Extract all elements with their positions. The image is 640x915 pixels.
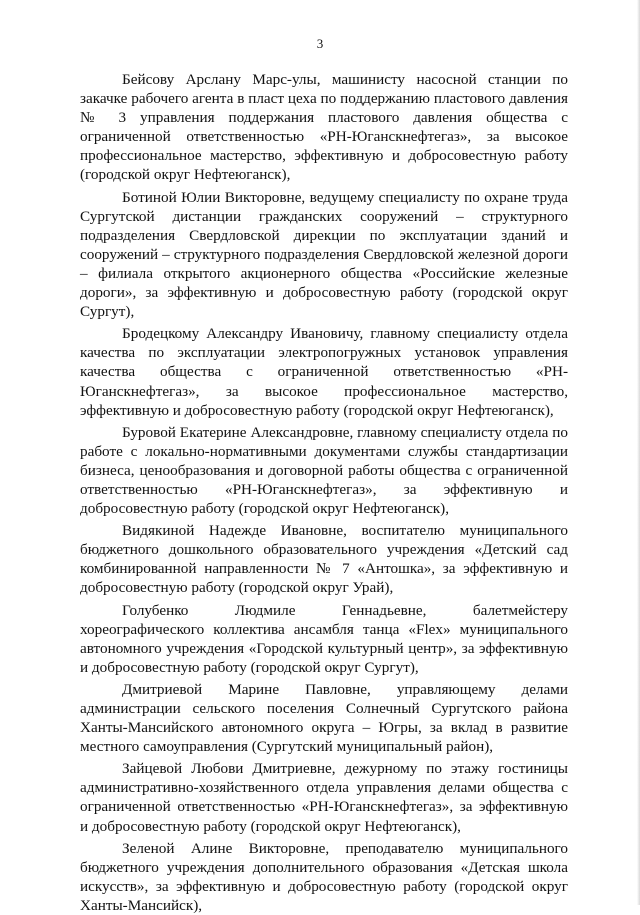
document-body bbox=[80, 70, 568, 915]
award-paragraph: Ботиной Юлии Викторовне, ведущему специалисту по охране труда Сургутской дистанции гражданских сооружений – структурного подразделения Свердловской дирекции по эксплуатации зданий и сооружений – структурного подразделения Свердловской железной дороги – филиала открытого акционерного общества «Российские железные дороги», за эффективную и добросовестную работу (городской округ Сургут), bbox=[80, 188, 568, 321]
award-paragraph: Бейсову Арслану Марс-улы, машинисту насосной станции по закачке рабочего агента в пласт цеха по поддержанию пластового давления № 3 управления поддержания пластового давления общества с ограниченной ответственностью «РН-Юганскнефтегаз», за высокое профессиональное мастерство, эффективную и добросовестную работу (городской округ Нефтеюганск), bbox=[80, 71, 568, 184]
award-paragraph: Голубенко Людмиле Геннадьевне, балетмейстеру хореографического коллектива ансамбля танца «Flex» муниципального автономного учреждения «Городской культурный центр», за эффективную и добросовестную работу (городской округ Сургут), bbox=[80, 601, 568, 676]
award-paragraph: Зеленой Алине Викторовне, преподавателю муниципального бюджетного учреждения дополнительного образования «Детская школа искусств», за эффективную и добросовестную работу (городской округ Ханты-Мансийск), bbox=[80, 839, 568, 914]
award-paragraph: Видякиной Надежде Ивановне, воспитателю муниципального бюджетного дошкольного образовательного учреждения «Детский сад комбинированной направленности № 7 «Антошка», за эффективную и добросовестную работу (городской округ Урай), bbox=[80, 522, 568, 597]
award-paragraph: Зайцевой Любови Дмитриевне, дежурному по этажу гостиницы административно-хозяйственного отдела управления делами общества с ограниченной ответственностью «РН-Юганскнефтегаз», за эффективную и добросовестную работу (городской округ Нефтеюганск), bbox=[80, 760, 568, 835]
award-paragraph: Дмитриевой Марине Павловне, управляющему делами администрации сельского поселения Солнечный Сургутского района Ханты-Мансийского автономного округа – Югры, за вклад в развитие местного самоуправления (Сургутский муниципальный район), bbox=[80, 680, 568, 756]
page-number: 3 bbox=[316, 36, 324, 51]
award-paragraph: Буровой Екатерине Александровне, главному специалисту отдела по работе с локально-нормативными документами службы стандартизации бизнеса, ценообразования и договорной работы общества с ограниченной ответственностью «РН-Юганскнефтегаз», за эффективную и добросовестную работу (городской округ Нефтеюганск), bbox=[80, 423, 568, 518]
award-paragraph: Бродецкому Александру Ивановичу, главному специалисту отдела качества по эксплуатации электропогружных установок управления качества общества с ограниченной ответственностью «РН-Юганскнефтегаз», за высокое профессиональное мастерство, эффективную и добросовестную работу (городской округ Нефтеюганск), bbox=[80, 325, 568, 419]
